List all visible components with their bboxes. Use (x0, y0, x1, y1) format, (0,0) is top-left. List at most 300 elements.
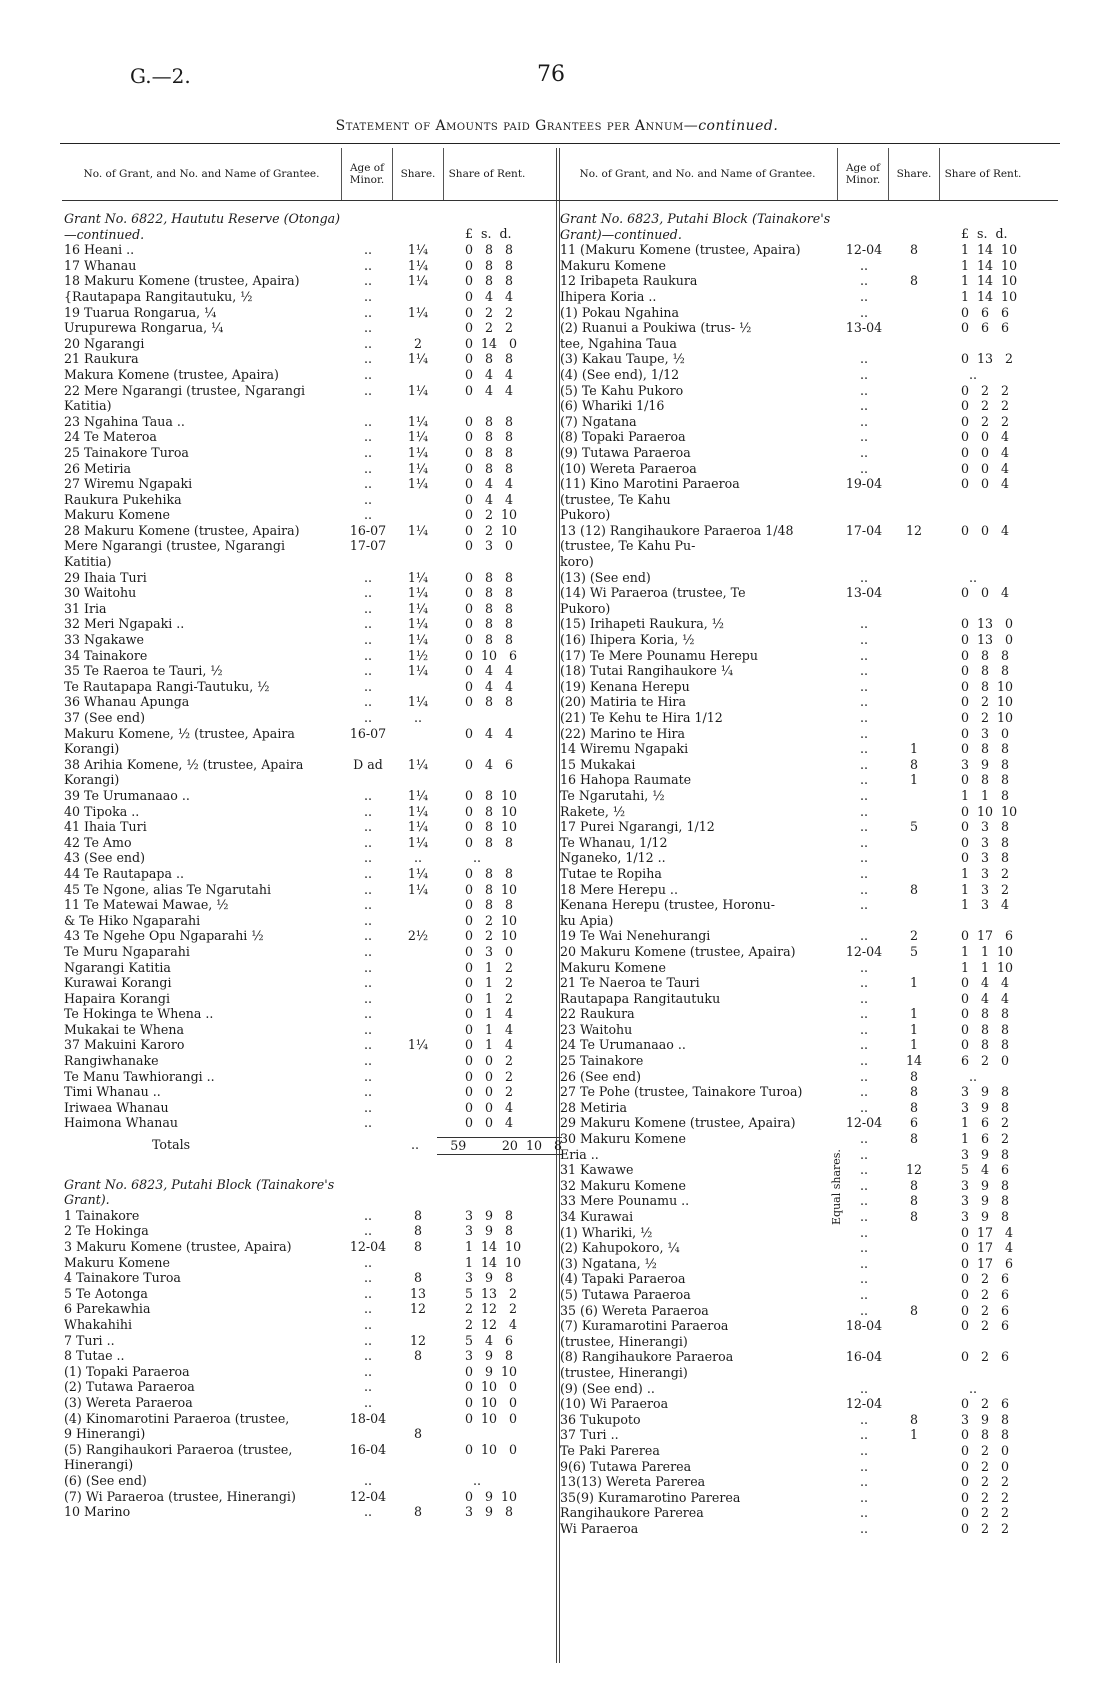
table-row (558, 1162, 1058, 1178)
share-value (393, 507, 443, 523)
rent-amount: 2 12 2 (465, 1301, 518, 1317)
grantee-name: (7) Wi Paraeroa (trustee, Hinerangi) (64, 1488, 296, 1504)
minor-age: .. (859, 881, 868, 897)
rent-amount (939, 336, 1025, 352)
grantee-name: 7 Turi .. (64, 1332, 115, 1348)
table-row (558, 554, 1058, 570)
table-row (62, 1286, 562, 1302)
totals-rent: 20 10 8 (480, 1137, 562, 1155)
share-value (393, 1364, 443, 1380)
table-row (558, 1209, 1058, 1225)
share-value (889, 305, 939, 321)
minor-age: .. (363, 1316, 372, 1332)
table-row (558, 1318, 1058, 1334)
table-row (558, 273, 1058, 289)
share-value (889, 1490, 939, 1506)
share-value (889, 351, 939, 367)
rent-amount: 5 4 6 (961, 1162, 1010, 1178)
grantee-name: Mere Ngarangi (trustee, Ngarangi (64, 538, 286, 554)
table-row (558, 570, 1058, 586)
rent-amount: 0 3 8 (961, 834, 1010, 850)
grantee-name: 45 Te Ngone, alias Te Ngarutahi (64, 881, 271, 897)
share-value: 12 (905, 522, 923, 538)
rent-amount: 0 8 10 (465, 803, 518, 819)
rent-amount: 0 2 10 (961, 710, 1014, 725)
grantee-name: Tutae te Ropiha (560, 865, 662, 881)
share-value (393, 289, 443, 305)
grantee-name: Ngarangi Katitia (64, 959, 171, 975)
rent-amount: 6 2 0 (961, 1053, 1010, 1069)
table-row (62, 351, 562, 367)
grantee-name: (10) Wi Paraeroa (560, 1396, 669, 1412)
share-value: 8 (413, 1426, 422, 1442)
minor-age: .. (363, 975, 372, 991)
share-value (889, 1474, 939, 1490)
share-value (393, 1395, 443, 1411)
minor-age (343, 554, 393, 570)
rent-amount: 3 9 8 (465, 1348, 514, 1364)
share-value: 13 (409, 1285, 427, 1301)
rent-amount: 0 3 8 (961, 819, 1010, 835)
minor-age: .. (363, 1285, 372, 1301)
grantee-name: (3) Wereta Paraeroa (64, 1394, 193, 1410)
table-row (62, 507, 562, 523)
minor-age: 17-07 (349, 538, 387, 554)
table-row (558, 944, 1058, 960)
grantee-name: 42 Te Amo (64, 834, 132, 850)
minor-age: .. (859, 288, 868, 304)
left-table-header (62, 148, 562, 201)
minor-age: .. (859, 257, 868, 273)
table-row (62, 616, 562, 632)
rent-amount: 0 10 6 (465, 647, 518, 663)
grantee-name: 25 Tainakore Turoa (64, 444, 189, 460)
grantee-name: 28 Metiria (560, 1099, 628, 1115)
minor-age: .. (859, 1131, 868, 1147)
table-row (558, 1178, 1058, 1194)
rent-amount: 0 6 6 (961, 320, 1010, 336)
share-value: 1¼ (407, 819, 429, 835)
rent-amount: 0 8 8 (465, 632, 514, 648)
minor-age: .. (363, 694, 372, 710)
minor-age: .. (363, 616, 372, 632)
minor-age: .. (363, 413, 372, 429)
table-row (62, 1053, 562, 1069)
table-row (558, 414, 1058, 430)
share-value (393, 1473, 443, 1489)
rent-amount: 0 0 4 (961, 460, 1010, 476)
table-row (62, 398, 562, 414)
minor-age: .. (363, 351, 372, 367)
table-row (558, 1225, 1058, 1241)
table-row (558, 726, 1058, 742)
rent-amount: 0 8 8 (961, 663, 1010, 679)
rent-amount: 0 2 2 (961, 382, 1010, 398)
table-row (62, 1411, 562, 1427)
grantee-name: 10 Marino (64, 1504, 131, 1520)
rent-amount (939, 538, 1025, 554)
rent-amount: 0 4 4 (465, 382, 514, 398)
table-row (62, 273, 562, 289)
table-row (558, 632, 1058, 648)
share-value: 1¼ (407, 632, 429, 648)
rent-amount: 0 2 6 (961, 1396, 1010, 1412)
minor-age: .. (859, 429, 868, 445)
grantee-name: koro) (560, 554, 594, 570)
grantee-name: (4) (See end), 1/12 (560, 366, 680, 382)
share-value: 1 (909, 1006, 918, 1022)
grantee-name: (1) Topaki Paraeroa (64, 1363, 190, 1379)
rent-amount: 0 0 4 (961, 429, 1010, 445)
rent-amount: 3 9 8 (961, 1177, 1010, 1193)
rent-amount: 0 2 10 (465, 522, 518, 538)
rent-amount: 3 9 8 (961, 1099, 1010, 1115)
minor-age (343, 398, 393, 414)
col-rent-header: Share of Rent. (443, 148, 530, 200)
rent-amount: 0 1 2 (465, 959, 514, 975)
share-value (393, 897, 443, 913)
table-row (558, 1443, 1058, 1459)
share-value: 1¼ (407, 1037, 429, 1053)
share-value (889, 632, 939, 648)
minor-age: .. (859, 647, 868, 663)
share-value: 1¼ (407, 600, 429, 616)
rent-amount: 0 8 8 (465, 429, 514, 445)
minor-age: .. (859, 1099, 868, 1115)
share-value (393, 1442, 443, 1458)
rent-amount: .. (465, 850, 482, 866)
minor-age: .. (859, 351, 868, 367)
minor-age: .. (363, 273, 372, 289)
title-continued: —continued. (683, 118, 779, 134)
minor-age: .. (859, 1068, 868, 1084)
grantee-name: Kurawai Korangi (64, 975, 172, 991)
table-row (62, 1473, 562, 1489)
table-row (558, 1147, 1058, 1163)
grantee-name: (7) Kuramarotini Paraeroa (560, 1318, 729, 1334)
share-value (393, 913, 443, 929)
minor-age: .. (363, 1115, 372, 1131)
minor-age: .. (363, 491, 372, 507)
rent-amount: 0 2 0 (961, 1458, 1010, 1474)
share-value (889, 429, 939, 445)
table-row (558, 1006, 1058, 1022)
minor-age: .. (363, 1472, 372, 1488)
minor-age: .. (363, 1021, 372, 1037)
table-row (558, 1022, 1058, 1038)
share-value: 1¼ (407, 522, 429, 538)
share-value (889, 913, 939, 929)
table-row (558, 1271, 1058, 1287)
table-row (558, 710, 1058, 726)
table-row (558, 492, 1058, 508)
grantee-name: (3) Kakau Taupe, ½ (560, 351, 685, 367)
table-row (558, 1521, 1058, 1537)
share-value (889, 383, 939, 399)
rent-amount (939, 913, 1025, 929)
minor-age: .. (859, 1271, 868, 1287)
share-value (889, 1396, 939, 1412)
grantee-name: 8 Tutae .. (64, 1348, 125, 1364)
rent-amount: 0 4 4 (465, 725, 514, 741)
minor-age: .. (363, 663, 372, 679)
grantee-name: 30 Makuru Komene (560, 1131, 686, 1147)
minor-age: .. (859, 304, 868, 320)
grantee-name: 25 Tainakore (560, 1053, 644, 1069)
share-value (393, 1053, 443, 1069)
share-value: 12 (409, 1332, 427, 1348)
rent-amount: .. (961, 366, 978, 382)
minor-age: .. (859, 1053, 868, 1069)
share-value: 8 (909, 1068, 918, 1084)
minor-age: .. (363, 1254, 372, 1270)
grantee-name: 17 Whanau (64, 257, 137, 273)
grantee-name: (15) Irihapeti Raukura, ½ (560, 616, 724, 632)
grantee-name: Te Whanau, 1/12 (560, 834, 668, 850)
share-value (393, 398, 443, 414)
grantee-name: & Te Hiko Ngaparahi (64, 912, 201, 928)
minor-age: 19-04 (845, 476, 883, 492)
table-row (558, 1193, 1058, 1209)
table-row (62, 772, 562, 788)
share-value: 8 (909, 1084, 918, 1100)
share-value: .. (413, 850, 422, 866)
rent-amount: 1 1 10 (961, 943, 1014, 959)
share-value (889, 1225, 939, 1241)
table-row (62, 882, 562, 898)
table-row (62, 601, 562, 617)
share-value (889, 476, 939, 492)
minor-age: 16-04 (845, 1349, 883, 1365)
grantee-name: 5 Te Aotonga (64, 1285, 148, 1301)
share-value (889, 570, 939, 586)
grantee-name: (5) Tutawa Paraeroa (560, 1286, 691, 1302)
rent-amount: 0 0 4 (961, 585, 1010, 601)
minor-age: D ad (353, 756, 383, 772)
minor-age: .. (859, 398, 868, 414)
rent-amount: 1 3 2 (961, 881, 1010, 897)
right-table (558, 148, 1058, 1536)
share-value: 1¼ (407, 834, 429, 850)
table-row (558, 1100, 1058, 1116)
share-value (889, 320, 939, 336)
table-row (62, 1379, 562, 1395)
minor-age: 13-04 (845, 585, 883, 601)
rent-amount (939, 1365, 1025, 1381)
table-row (558, 1459, 1058, 1475)
grantee-name: 18 Makuru Komene (trustee, Apaira) (64, 273, 300, 289)
rent-amount: 0 8 8 (465, 585, 514, 601)
share-value (889, 835, 939, 851)
rent-amount: 0 8 10 (465, 819, 518, 835)
minor-age: .. (363, 1099, 372, 1115)
minor-age: .. (859, 1146, 868, 1162)
table-row (558, 616, 1058, 632)
grantee-name: 39 Te Urumanaao .. (64, 787, 190, 803)
share-value (889, 726, 939, 742)
rent-amount: 1 1 8 (961, 787, 1010, 803)
minor-age: .. (859, 616, 868, 632)
grantee-name: (3) Ngatana, ½ (560, 1255, 657, 1271)
grantee-name: 17 Purei Ngarangi, 1/12 (560, 819, 715, 835)
grantee-name: 34 Kurawai (560, 1209, 634, 1224)
rent-amount: 0 8 10 (961, 678, 1014, 694)
table-row (62, 585, 562, 601)
table-row (558, 1427, 1058, 1443)
rent-amount: 0 8 8 (465, 257, 514, 273)
share-value (393, 1006, 443, 1022)
share-value: 1¼ (407, 881, 429, 897)
minor-age: .. (859, 1084, 868, 1100)
table-row (62, 960, 562, 976)
grantee-name: 20 Makuru Komene (trustee, Apaira) (560, 943, 796, 959)
grantee-name: 11 Te Matewai Mawae, ½ (64, 897, 229, 913)
share-value: 1¼ (407, 444, 429, 460)
share-value (393, 1255, 443, 1271)
share-value (889, 648, 939, 664)
table-row (558, 882, 1058, 898)
rent-amount: 0 8 8 (465, 694, 514, 710)
share-value (889, 960, 939, 976)
minor-age: .. (363, 366, 372, 382)
grantee-name: (22) Marino te Hira (560, 725, 686, 741)
minor-age: .. (859, 413, 868, 429)
share-value (889, 1334, 939, 1350)
minor-age: .. (859, 710, 868, 725)
table-row (62, 710, 562, 726)
minor-age: .. (859, 850, 868, 866)
grantee-name: (5) Te Kahu Pukoro (560, 382, 684, 398)
share-value: 8 (413, 1239, 422, 1254)
share-value (889, 788, 939, 804)
minor-age: .. (363, 1301, 372, 1317)
share-value: 8 (909, 1411, 918, 1427)
rent-amount: 1 14 10 (961, 273, 1018, 289)
table-row (62, 320, 562, 336)
grantee-name: 32 Makuru Komene (560, 1177, 686, 1193)
share-value: 2 (909, 928, 918, 944)
grantee-name: (trustee, Te Kahu Pu- (560, 538, 696, 554)
grantee-name: (1) Whariki, ½ (560, 1224, 653, 1240)
rent-amount (443, 1426, 529, 1442)
grantee-name: Te Muru Ngaparahi (64, 943, 190, 959)
share-value: 1¼ (407, 756, 429, 772)
share-value (889, 710, 939, 726)
table-row (558, 1037, 1058, 1053)
grantee-name: 20 Ngarangi (64, 335, 145, 351)
share-value: 8 (909, 1131, 918, 1147)
table-row (62, 1426, 562, 1442)
minor-age: .. (363, 647, 372, 663)
share-value (889, 1271, 939, 1287)
minor-age: .. (859, 1286, 868, 1302)
rent-amount: 0 8 10 (465, 881, 518, 897)
share-value (889, 663, 939, 679)
rent-amount: 0 0 4 (961, 476, 1010, 492)
share-value (889, 289, 939, 305)
grantee-name: 14 Wiremu Ngapaki (560, 741, 689, 757)
share-value: 1¼ (407, 787, 429, 803)
grantee-name: (trustee, Hinerangi) (560, 1333, 688, 1349)
share-value: 1¼ (407, 803, 429, 819)
grant-heading: Grant No. 6822, Haututu Reserve (Otonga)—continued. (64, 211, 341, 242)
grantee-name: 35 (6) Wereta Paraeroa (560, 1302, 709, 1318)
minor-age: 12-04 (349, 1239, 387, 1254)
share-value: 12 (905, 1162, 923, 1178)
minor-age (839, 554, 889, 570)
share-value (889, 1505, 939, 1521)
minor-age: 12-04 (845, 1396, 883, 1412)
grantee-name: 16 Heani .. (64, 242, 135, 258)
share-value (889, 554, 939, 570)
minor-age: .. (859, 897, 868, 913)
share-value (393, 1084, 443, 1100)
rent-amount: 0 2 2 (961, 1474, 1010, 1490)
rent-amount: 0 8 8 (465, 460, 514, 476)
grantee-name: (21) Te Kehu te Hira 1/12 (560, 710, 723, 725)
minor-age: .. (859, 787, 868, 803)
rent-amount: 0 1 2 (465, 975, 514, 991)
table-row (62, 1457, 562, 1473)
minor-age: .. (363, 850, 372, 866)
grantee-name: (17) Te Mere Pounamu Herepu (560, 647, 758, 663)
rent-amount: 0 4 6 (465, 756, 514, 772)
share-value (393, 741, 443, 757)
share-value (393, 320, 443, 336)
table-row (62, 897, 562, 913)
minor-age (839, 1365, 889, 1381)
table-row (62, 1504, 562, 1520)
rent-amount: 0 2 2 (961, 398, 1010, 414)
grant-heading-row (62, 1177, 562, 1208)
rent-amount: 0 6 6 (961, 304, 1010, 320)
rent-amount (939, 507, 1025, 523)
table-row (62, 476, 562, 492)
minor-age (343, 741, 393, 757)
share-value: 1¼ (407, 569, 429, 585)
grantee-name: 44 Te Rautapapa .. (64, 865, 185, 881)
grantee-name: 26 (See end) (560, 1068, 642, 1084)
minor-age: .. (363, 865, 372, 881)
table-row (558, 1084, 1058, 1100)
table-row (558, 897, 1058, 913)
grantee-name: 3 Makuru Komene (trustee, Apaira) (64, 1239, 292, 1254)
share-value: 1¼ (407, 304, 429, 320)
table-row (558, 694, 1058, 710)
minor-age: .. (363, 585, 372, 601)
grantee-name: 24 Te Urumanaao .. (560, 1037, 686, 1053)
rent-amount: 0 17 4 (961, 1240, 1014, 1256)
rent-amount (939, 1334, 1025, 1350)
minor-age: 16-04 (349, 1441, 387, 1457)
rent-amount: 0 8 8 (465, 616, 514, 632)
share-value: 1½ (407, 647, 429, 663)
share-value (393, 538, 443, 554)
grantee-name: 19 Te Wai Nenehurangi (560, 928, 711, 944)
table-row (62, 383, 562, 399)
grantee-name: 15 Mukakai (560, 756, 636, 772)
grantee-name: Te Rautapapa Rangi-Tautuku, ½ (64, 678, 270, 694)
grantee-name: Katitia) (64, 554, 112, 570)
table-row (558, 445, 1058, 461)
grantee-name: 23 Ngahina Taua .. (64, 413, 185, 429)
table-row (558, 741, 1058, 757)
minor-age: .. (859, 1458, 868, 1474)
grantee-name: Korangi) (64, 772, 120, 788)
rent-amount: 0 8 10 (465, 787, 518, 803)
rent-amount (939, 554, 1025, 570)
rent-amount: 1 14 10 (961, 288, 1018, 304)
